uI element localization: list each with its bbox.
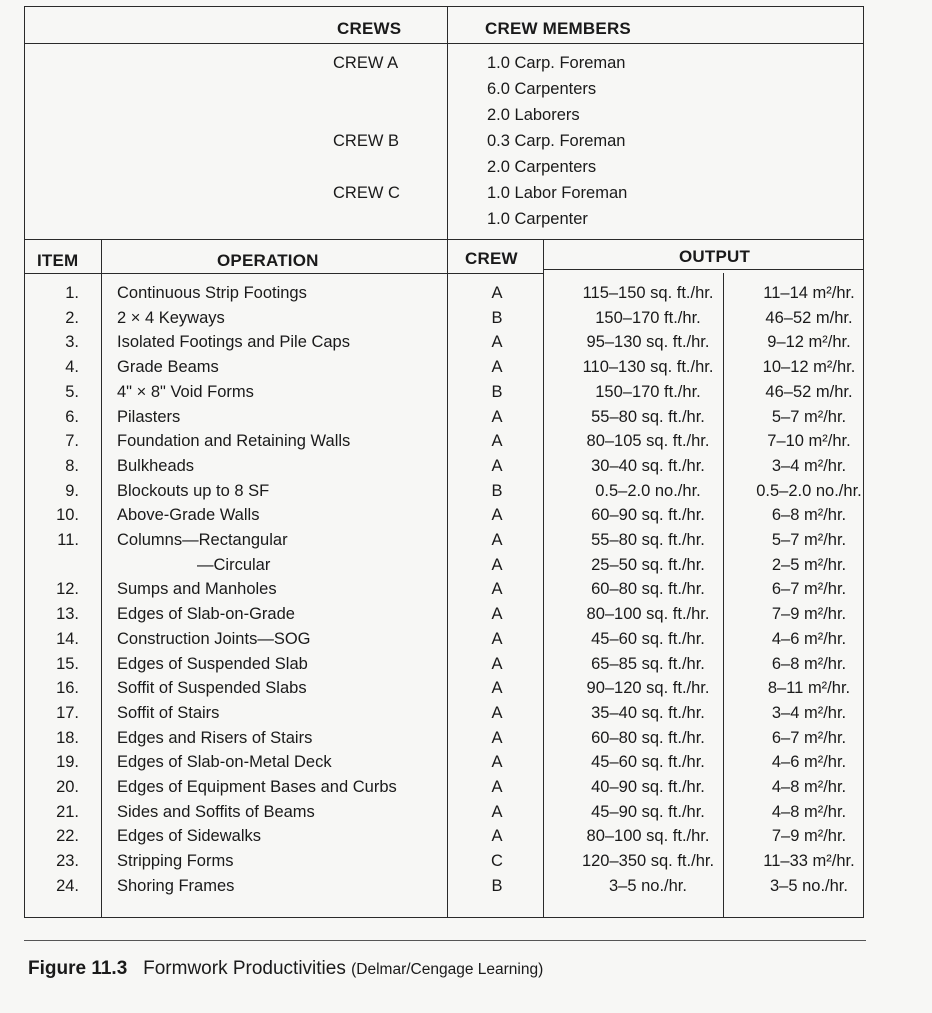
output-us-cell: 110–130 sq. ft./hr. <box>582 358 714 377</box>
output-us-cell: 30–40 sq. ft./hr. <box>591 456 705 475</box>
crew-cell: A <box>491 407 503 426</box>
operation-cell: Sides and Soffits of Beams <box>117 802 315 821</box>
item-number: 15. <box>56 654 79 673</box>
crew-cell: A <box>491 703 503 722</box>
crew-a-name: CREW A <box>333 54 399 72</box>
crew-b-name: CREW B <box>333 132 399 150</box>
output-metric-cell: 3–5 no./hr. <box>770 876 848 895</box>
crew-cell: A <box>491 802 503 821</box>
operation-cell: Edges and Risers of Stairs <box>117 728 313 747</box>
operation-cell: Foundation and Retaining Walls <box>117 432 351 451</box>
operation-cell: Blockouts up to 8 SF <box>117 481 270 500</box>
crew-cell: A <box>491 506 503 525</box>
crew-cell: B <box>491 481 503 500</box>
output-metric-cell: 6–7 m²/hr. <box>771 728 847 747</box>
crew-cell: A <box>491 358 503 377</box>
item-number: 10. <box>56 506 79 525</box>
crew-members-header: CREW MEMBERS <box>485 19 631 38</box>
item-number: 5. <box>65 382 79 401</box>
item-number: 8. <box>65 456 79 475</box>
operation-cell: Grade Beams <box>117 358 219 377</box>
crew-cell: A <box>491 629 503 648</box>
output-us-cell: 60–80 sq. ft./hr. <box>591 580 705 599</box>
col-header-rule-left <box>25 273 543 274</box>
item-number: 12. <box>56 580 79 599</box>
operation-cell: Soffit of Suspended Slabs <box>117 679 307 698</box>
operation-cell: Stripping Forms <box>117 852 234 871</box>
crew-cell: B <box>491 308 503 327</box>
output-metric-cell: 7–10 m²/hr. <box>767 432 851 451</box>
crew-member: 6.0 Carpenters <box>487 80 597 98</box>
figure-caption <box>28 958 543 980</box>
output-us-cell: 60–90 sq. ft./hr. <box>591 506 705 525</box>
output-us-cell: 45–60 sq. ft./hr. <box>591 629 705 648</box>
crew-cell: A <box>491 456 503 475</box>
output-metric-cell: 4–6 m²/hr. <box>771 629 847 648</box>
operation-cell: Edges of Slab-on-Grade <box>117 605 295 624</box>
output-us-cell: 45–60 sq. ft./hr. <box>591 753 705 772</box>
crew-cell: A <box>491 827 503 846</box>
operation-cell: Edges of Sidewalks <box>117 827 261 846</box>
crew-member: 1.0 Labor Foreman <box>487 184 628 202</box>
crew-cell: B <box>491 876 503 895</box>
output-metric-cell: 46–52 m/hr. <box>765 382 853 401</box>
output-metric-cell: 6–7 m²/hr. <box>771 580 847 599</box>
operation-cell: Bulkheads <box>117 456 195 475</box>
output-metric-cell: 46–52 m/hr. <box>765 308 853 327</box>
crew-cell: A <box>491 605 503 624</box>
operation-cell: Soffit of Stairs <box>117 703 220 722</box>
crew-cell: B <box>491 382 503 401</box>
crew-cell: A <box>491 728 503 747</box>
item-number: 1. <box>65 284 79 302</box>
op-col-divider <box>447 239 448 917</box>
output-us-cell: 115–150 sq. ft./hr. <box>582 284 714 302</box>
output-metric-cell: 3–4 m²/hr. <box>771 456 847 475</box>
operation-cell: 2 × 4 Keyways <box>117 308 225 327</box>
item-number: 6. <box>65 407 79 426</box>
operation-cell: Edges of Equipment Bases and Curbs <box>117 778 397 796</box>
item-number: 14. <box>56 629 79 648</box>
output-header: OUTPUT <box>679 247 751 266</box>
output-us-cell: 35–40 sq. ft./hr. <box>591 703 705 722</box>
crew-cell: A <box>491 531 503 549</box>
crew-member: 1.0 Carpenter <box>487 210 588 228</box>
operation-header: OPERATION <box>217 251 319 270</box>
productivity-table <box>24 6 864 918</box>
operation-cell: 4" × 8" Void Forms <box>117 382 254 401</box>
crew-cell: A <box>491 284 503 302</box>
output-metric-cell: 11–14 m²/hr. <box>763 284 855 302</box>
output-metric-cell: 10–12 m²/hr. <box>762 358 856 377</box>
item-header: ITEM <box>37 251 79 270</box>
figure-number: Figure 11.3 <box>28 958 128 979</box>
output-us-cell: 80–100 sq. ft./hr. <box>586 605 710 624</box>
operation-cell: Columns—Rectangular <box>117 531 288 549</box>
item-number: 4. <box>65 358 79 377</box>
operation-cell: —Circular <box>197 555 271 574</box>
output-us-cell: 150–170 ft./hr. <box>595 382 701 401</box>
crew-cell: A <box>491 753 503 772</box>
output-metric-cell: 8–11 m²/hr. <box>767 679 851 698</box>
crew-divider <box>447 7 448 239</box>
item-number: 11. <box>57 531 79 549</box>
output-metric-cell: 5–7 m²/hr. <box>771 407 847 426</box>
output-metric-cell: 4–6 m²/hr. <box>771 753 847 772</box>
output-us-cell: 65–85 sq. ft./hr. <box>591 654 705 673</box>
output-us-cell: 90–120 sq. ft./hr. <box>586 679 710 698</box>
output-metric-cell: 0.5–2.0 no./hr. <box>756 481 862 500</box>
output-metric-cell: 7–9 m²/hr. <box>771 827 847 846</box>
item-number: 13. <box>56 605 79 624</box>
crew-c-name: CREW C <box>333 184 400 202</box>
output-metric-cell: 6–8 m²/hr. <box>771 654 847 673</box>
item-number: 17. <box>56 703 79 722</box>
crew-cell: C <box>491 852 503 871</box>
output-metric-cell: 5–7 m²/hr. <box>771 531 847 549</box>
crew-cell: A <box>491 679 503 698</box>
figure-title: Formwork Productivities <box>143 958 346 979</box>
crew-member: 2.0 Carpenters <box>487 158 597 176</box>
output-us-cell: 60–80 sq. ft./hr. <box>591 728 705 747</box>
item-number: 2. <box>65 308 79 327</box>
output-us-cell: 3–5 no./hr. <box>609 876 687 895</box>
item-number: 7. <box>65 432 79 451</box>
output-us-cell: 45–90 sq. ft./hr. <box>591 802 705 821</box>
output-us-cell: 55–80 sq. ft./hr. <box>591 407 705 426</box>
item-number: 22. <box>56 827 79 846</box>
output-us-cell: 55–80 sq. ft./hr. <box>591 531 705 549</box>
crew-cell: A <box>491 778 503 796</box>
output-us-cell: 120–350 sq. ft./hr. <box>581 852 715 871</box>
output-us-cell: 95–130 sq. ft./hr. <box>586 333 710 352</box>
output-metric-cell: 7–9 m²/hr. <box>771 605 847 624</box>
output-us-cell: 0.5–2.0 no./hr. <box>595 481 701 500</box>
crew-member: 2.0 Laborers <box>487 106 580 124</box>
crew-member: 1.0 Carp. Foreman <box>487 54 626 72</box>
output-us-cell: 150–170 ft./hr. <box>595 308 701 327</box>
header-rule <box>25 43 863 44</box>
crew-cell: A <box>491 333 503 352</box>
caption-rule <box>24 940 866 941</box>
item-number: 3. <box>65 333 79 352</box>
operation-cell: Pilasters <box>117 407 181 426</box>
item-number: 21. <box>56 802 79 821</box>
output-metric-cell: 3–4 m²/hr. <box>771 703 847 722</box>
crew-cell: A <box>491 580 503 599</box>
output-metric-cell: 2–5 m²/hr. <box>771 555 847 574</box>
item-number: 18. <box>56 728 79 747</box>
output-metric-cell: 6–8 m²/hr. <box>771 506 847 525</box>
crew-col-divider <box>543 239 544 917</box>
output-metric-cell: 9–12 m²/hr. <box>767 333 851 352</box>
output-us-cell: 25–50 sq. ft./hr. <box>591 555 705 574</box>
output-metric-cell: 4–8 m²/hr. <box>771 778 847 796</box>
output-metric-cell: 11–33 m²/hr. <box>763 852 855 871</box>
crew-cell: A <box>491 654 503 673</box>
figure-source: (Delmar/Cengage Learning) <box>351 961 544 978</box>
item-number: 24. <box>56 876 79 895</box>
output-metric-cell: 4–8 m²/hr. <box>771 802 847 821</box>
item-number: 23. <box>56 852 79 871</box>
crew-cell: A <box>491 555 503 574</box>
item-number: 9. <box>65 481 79 500</box>
crew-member: 0.3 Carp. Foreman <box>487 132 626 150</box>
item-number: 16. <box>56 679 79 698</box>
col-header-rule-right <box>543 269 863 270</box>
operation-cell: Isolated Footings and Pile Caps <box>117 333 350 352</box>
output-us-cell: 80–100 sq. ft./hr. <box>586 827 710 846</box>
item-number: 20. <box>56 778 79 796</box>
operation-cell: Construction Joints—SOG <box>117 629 311 648</box>
crews-header: CREWS <box>337 19 402 38</box>
operation-cell: Above-Grade Walls <box>117 506 260 525</box>
output-us-cell: 40–90 sq. ft./hr. <box>591 778 705 796</box>
item-number: 19. <box>56 753 79 772</box>
section-rule <box>25 239 863 240</box>
operation-cell: Continuous Strip Footings <box>117 284 307 302</box>
operation-cell: Shoring Frames <box>117 876 235 895</box>
output-us-cell: 80–105 sq. ft./hr. <box>586 432 710 451</box>
operation-cell: Edges of Slab-on-Metal Deck <box>117 753 332 772</box>
item-col-divider <box>101 239 102 917</box>
crew-cell: A <box>491 432 503 451</box>
operation-cell: Sumps and Manholes <box>117 580 277 599</box>
crew-header: CREW <box>465 249 518 268</box>
operation-cell: Edges of Suspended Slab <box>117 654 308 673</box>
